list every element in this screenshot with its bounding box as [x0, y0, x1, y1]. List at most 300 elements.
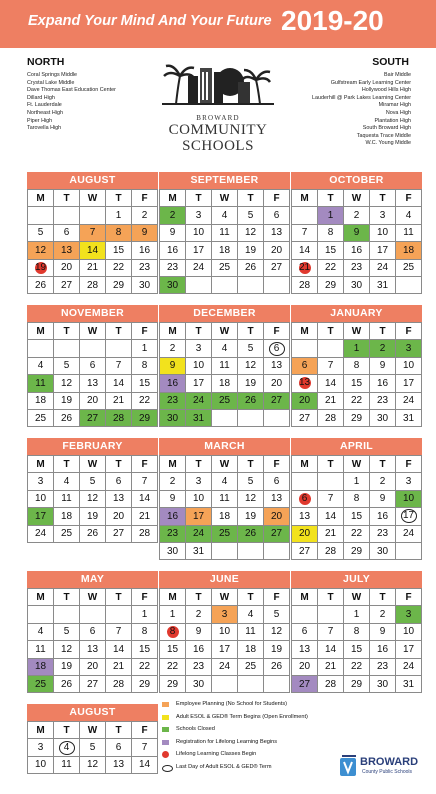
- day-cell: [344, 525, 370, 542]
- day-number: 24: [192, 262, 205, 274]
- day-cell: [160, 490, 186, 507]
- day-cell: [28, 756, 54, 773]
- weekday-header: M: [292, 323, 318, 340]
- day-cell: [80, 756, 106, 773]
- day-number: 4: [37, 626, 44, 638]
- day-cell: [264, 623, 290, 640]
- weekday-header: M: [160, 190, 186, 207]
- day-cell: [318, 392, 344, 409]
- day-number: 18: [60, 510, 73, 522]
- day-cell: [292, 473, 318, 490]
- day-cell: [132, 207, 158, 224]
- day-number: 16: [376, 510, 389, 522]
- day-cell: [186, 392, 212, 409]
- weekday-header: W: [212, 190, 238, 207]
- day-cell: [160, 375, 186, 392]
- day-number: 28: [138, 528, 151, 540]
- weekday-header: M: [292, 589, 318, 606]
- day-cell: [292, 623, 318, 640]
- day-number: 8: [327, 227, 334, 239]
- day-number: 25: [218, 262, 231, 274]
- skyline-palm-icon: [152, 58, 284, 110]
- day-cell: [318, 224, 344, 241]
- day-cell: [186, 276, 212, 293]
- day-cell: [264, 658, 290, 675]
- day-cell: [264, 525, 290, 542]
- day-number: 9: [169, 493, 176, 505]
- weekday-header: M: [28, 323, 54, 340]
- day-number: 18: [402, 244, 415, 256]
- day-cell: [186, 641, 212, 658]
- day-cell: [396, 525, 422, 542]
- day-number: 27: [86, 412, 99, 424]
- day-cell: [264, 276, 290, 293]
- day-cell: [238, 375, 264, 392]
- day-cell: [28, 242, 54, 259]
- day-number: 24: [376, 262, 389, 274]
- day-number: 13: [298, 510, 311, 522]
- weekday-header: W: [80, 589, 106, 606]
- day-number: 20: [112, 510, 125, 522]
- day-cell: [54, 525, 80, 542]
- day-number: 9: [379, 626, 386, 638]
- day-cell: [80, 276, 106, 293]
- legend-label: Lifelong Learning Classes Begin: [176, 751, 257, 757]
- day-number: 17: [34, 510, 47, 522]
- day-cell: [238, 224, 264, 241]
- day-cell: [396, 409, 422, 426]
- day-cell: [370, 276, 396, 293]
- day-cell: [106, 525, 132, 542]
- day-cell: [396, 542, 422, 559]
- day-cell: [318, 259, 344, 276]
- day-number: 2: [195, 609, 202, 621]
- day-number: 1: [115, 210, 122, 222]
- day-number: 27: [112, 528, 125, 540]
- weekday-header: T: [318, 589, 344, 606]
- day-cell: [160, 357, 186, 374]
- day-cell: [106, 340, 132, 357]
- day-cell: [318, 276, 344, 293]
- day-cell: [344, 473, 370, 490]
- day-cell: [54, 259, 80, 276]
- day-number: 14: [138, 493, 151, 505]
- day-cell: [54, 357, 80, 374]
- weekday-header: T: [106, 190, 132, 207]
- day-cell: [132, 259, 158, 276]
- day-cell: [80, 392, 106, 409]
- day-number: 15: [112, 244, 125, 256]
- day-number: 6: [301, 360, 308, 372]
- day-cell: [264, 357, 290, 374]
- day-cell: [54, 606, 80, 623]
- day-number: 19: [86, 510, 99, 522]
- day-number: 6: [269, 342, 285, 356]
- day-number: 13: [112, 759, 125, 771]
- day-number: 2: [141, 210, 148, 222]
- day-cell: [396, 658, 422, 675]
- day-number: 17: [402, 643, 415, 655]
- legend-label: Employee Planning (No School for Students): [176, 701, 288, 707]
- weekday-header: T: [370, 589, 396, 606]
- brand-name: BROWARD: [360, 756, 419, 768]
- day-cell: [318, 606, 344, 623]
- day-number: 15: [138, 377, 151, 389]
- day-number: 5: [247, 476, 254, 488]
- day-number: 23: [138, 262, 151, 274]
- day-cell: [318, 623, 344, 640]
- legend-label: Registration for Lifelong Learning Begins: [176, 738, 278, 745]
- day-cell: [28, 409, 54, 426]
- weekday-header: W: [344, 323, 370, 340]
- school-name: Dillard High: [27, 94, 55, 101]
- day-number: 15: [166, 643, 179, 655]
- day-number: 16: [166, 510, 179, 522]
- day-number: 18: [218, 244, 231, 256]
- day-cell: [264, 340, 290, 357]
- day-cell: [264, 207, 290, 224]
- day-cell: [28, 207, 54, 224]
- weekday-header: T: [54, 589, 80, 606]
- day-cell: [396, 259, 422, 276]
- weekday-header: T: [318, 456, 344, 473]
- day-cell: [132, 658, 158, 675]
- day-number: 10: [402, 626, 415, 638]
- day-number: 14: [298, 244, 311, 256]
- day-number: 2: [353, 210, 360, 222]
- weekday-header: T: [186, 190, 212, 207]
- day-cell: [264, 224, 290, 241]
- day-cell: [212, 259, 238, 276]
- day-number: 14: [138, 759, 151, 771]
- day-cell: [80, 490, 106, 507]
- day-cell: [344, 392, 370, 409]
- weekday-header: F: [132, 722, 158, 739]
- day-number: 30: [376, 412, 389, 424]
- day-number: 2: [169, 343, 176, 355]
- day-cell: [54, 207, 80, 224]
- day-cell: [318, 508, 344, 525]
- header-banner: [0, 0, 436, 48]
- day-cell: [54, 675, 80, 692]
- day-cell: [396, 340, 422, 357]
- weekday-header: W: [344, 190, 370, 207]
- day-number: 27: [270, 395, 283, 407]
- day-number: 20: [86, 661, 99, 673]
- day-number: 19: [244, 377, 257, 389]
- day-number: 3: [405, 609, 412, 621]
- day-cell: [54, 623, 80, 640]
- day-cell: [238, 542, 264, 559]
- day-number: 8: [141, 626, 148, 638]
- day-cell: [238, 276, 264, 293]
- day-cell: [238, 641, 264, 658]
- day-number: 4: [405, 210, 412, 222]
- day-cell: [292, 606, 318, 623]
- day-number: 30: [166, 545, 179, 557]
- school-name: South Broward High: [362, 125, 411, 132]
- day-cell: [160, 658, 186, 675]
- month-title: MARCH: [159, 438, 290, 455]
- day-cell: [238, 357, 264, 374]
- day-number: 8: [353, 626, 360, 638]
- north-title: NORTH: [27, 56, 65, 68]
- day-number: 19: [60, 395, 73, 407]
- month-calendar: [159, 305, 290, 427]
- day-cell: [370, 375, 396, 392]
- day-number: 24: [34, 528, 47, 540]
- day-cell: [106, 392, 132, 409]
- day-cell: [264, 508, 290, 525]
- day-number: 19: [270, 643, 283, 655]
- school-name: Piper High: [27, 117, 53, 124]
- day-cell: [186, 473, 212, 490]
- day-cell: [212, 623, 238, 640]
- day-number: 1: [353, 343, 360, 355]
- day-number: 3: [37, 476, 44, 488]
- day-cell: [396, 207, 422, 224]
- day-number: 14: [324, 510, 337, 522]
- month-title: FEBRUARY: [27, 438, 158, 455]
- day-cell: [186, 340, 212, 357]
- day-number: 2: [379, 343, 386, 355]
- day-number: 31: [402, 412, 415, 424]
- day-number: 30: [376, 545, 389, 557]
- weekday-header: W: [80, 190, 106, 207]
- weekday-header: F: [264, 323, 290, 340]
- purple-swatch-icon: [162, 740, 169, 745]
- day-number: 25: [244, 661, 257, 673]
- school-name: Crystal Lake Middle: [27, 79, 75, 86]
- day-number: 15: [350, 377, 363, 389]
- month-title: DECEMBER: [159, 305, 290, 322]
- day-cell: [186, 658, 212, 675]
- day-number: 27: [298, 545, 311, 557]
- day-number: 5: [63, 626, 70, 638]
- day-cell: [80, 473, 106, 490]
- day-cell: [318, 242, 344, 259]
- month-title: OCTOBER: [291, 172, 422, 189]
- day-cell: [238, 259, 264, 276]
- day-number: 24: [402, 395, 415, 407]
- day-number: 16: [350, 244, 363, 256]
- weekday-header: M: [292, 456, 318, 473]
- day-number: 18: [34, 661, 47, 673]
- logo-broward: BROWARD: [196, 114, 240, 122]
- day-cell: [344, 675, 370, 692]
- day-number: 13: [112, 493, 125, 505]
- day-number: 8: [353, 493, 360, 505]
- day-cell: [106, 739, 132, 756]
- day-cell: [292, 641, 318, 658]
- day-cell: [54, 409, 80, 426]
- day-number: 5: [89, 742, 96, 754]
- weekday-header: T: [238, 589, 264, 606]
- day-cell: [370, 641, 396, 658]
- day-number: 9: [141, 227, 148, 239]
- day-cell: [344, 259, 370, 276]
- day-number: 6: [299, 493, 311, 505]
- day-cell: [344, 276, 370, 293]
- weekday-header: W: [212, 323, 238, 340]
- day-number: 12: [60, 643, 73, 655]
- day-cell: [132, 242, 158, 259]
- day-cell: [132, 756, 158, 773]
- day-number: 28: [324, 412, 337, 424]
- day-cell: [106, 276, 132, 293]
- day-cell: [54, 756, 80, 773]
- day-number: 13: [270, 227, 283, 239]
- month-title: JANUARY: [291, 305, 422, 322]
- day-number: 30: [138, 279, 151, 291]
- month-title: JULY: [291, 571, 422, 588]
- day-number: 16: [376, 643, 389, 655]
- day-cell: [28, 675, 54, 692]
- day-cell: [160, 259, 186, 276]
- day-number: 7: [327, 493, 334, 505]
- day-cell: [54, 508, 80, 525]
- day-number: 13: [298, 643, 311, 655]
- day-number: 30: [166, 412, 179, 424]
- month-calendar: [27, 172, 158, 294]
- day-number: 22: [138, 661, 151, 673]
- day-cell: [186, 490, 212, 507]
- day-number: 23: [376, 395, 389, 407]
- day-number: 22: [324, 262, 337, 274]
- day-number: 11: [219, 227, 230, 239]
- weekday-header: T: [106, 323, 132, 340]
- day-cell: [396, 623, 422, 640]
- day-cell: [28, 259, 54, 276]
- school-name: Hollywood Hills High: [361, 87, 411, 94]
- school-name: Coral Springs Middle: [27, 72, 78, 78]
- broward-community-schools-logo: [152, 58, 284, 158]
- day-number: 23: [350, 262, 363, 274]
- day-number: 22: [350, 528, 363, 540]
- day-cell: [80, 375, 106, 392]
- day-number: 29: [350, 545, 363, 557]
- day-cell: [54, 473, 80, 490]
- weekday-header: T: [186, 323, 212, 340]
- day-number: 21: [324, 528, 337, 540]
- weekday-header: F: [132, 456, 158, 473]
- day-number: 30: [166, 279, 179, 291]
- day-number: 21: [324, 661, 337, 673]
- day-cell: [396, 641, 422, 658]
- day-cell: [318, 641, 344, 658]
- day-number: 4: [37, 360, 44, 372]
- day-cell: [344, 224, 370, 241]
- day-cell: [396, 276, 422, 293]
- day-number: 22: [350, 661, 363, 673]
- day-number: 19: [244, 510, 257, 522]
- day-cell: [292, 340, 318, 357]
- weekday-header: W: [344, 589, 370, 606]
- day-cell: [106, 375, 132, 392]
- day-number: 9: [195, 626, 202, 638]
- day-cell: [212, 392, 238, 409]
- day-number: 21: [138, 510, 151, 522]
- day-number: 31: [192, 545, 205, 557]
- day-cell: [292, 525, 318, 542]
- day-number: 13: [86, 377, 99, 389]
- day-number: 23: [376, 661, 389, 673]
- day-number: 12: [86, 759, 99, 771]
- day-number: 24: [218, 661, 231, 673]
- day-cell: [344, 242, 370, 259]
- day-cell: [160, 224, 186, 241]
- day-number: 9: [169, 227, 176, 239]
- day-cell: [396, 508, 422, 525]
- day-cell: [238, 508, 264, 525]
- day-cell: [106, 675, 132, 692]
- day-cell: [212, 207, 238, 224]
- day-cell: [264, 473, 290, 490]
- day-cell: [28, 658, 54, 675]
- day-cell: [238, 392, 264, 409]
- day-number: 26: [60, 678, 73, 690]
- day-cell: [160, 276, 186, 293]
- month-calendar: [27, 571, 158, 693]
- day-number: 3: [379, 210, 386, 222]
- south-school-list: [312, 72, 411, 148]
- day-number: 17: [218, 643, 231, 655]
- weekday-header: T: [370, 190, 396, 207]
- day-number: 6: [89, 360, 96, 372]
- weekday-header: T: [370, 456, 396, 473]
- day-cell: [80, 623, 106, 640]
- day-cell: [264, 409, 290, 426]
- day-number: 29: [324, 279, 337, 291]
- day-cell: [54, 224, 80, 241]
- day-number: 31: [192, 412, 205, 424]
- school-name: Ft. Lauderdale: [27, 102, 62, 109]
- day-cell: [318, 675, 344, 692]
- legend-label: Last Day of Adult ESOL & GED® Term: [176, 763, 272, 770]
- day-cell: [264, 242, 290, 259]
- day-number: 27: [270, 262, 283, 274]
- day-number: 30: [192, 678, 205, 690]
- day-number: 17: [402, 377, 415, 389]
- day-number: 19: [244, 244, 257, 256]
- day-number: 11: [219, 493, 230, 505]
- day-cell: [186, 525, 212, 542]
- weekday-header: F: [396, 190, 422, 207]
- day-cell: [212, 606, 238, 623]
- day-number: 8: [141, 360, 148, 372]
- day-cell: [132, 525, 158, 542]
- day-number: 29: [166, 678, 179, 690]
- day-number: 24: [402, 528, 415, 540]
- day-number: 10: [34, 493, 47, 505]
- day-cell: [132, 641, 158, 658]
- day-number: 29: [112, 279, 125, 291]
- school-name: Nova High: [385, 109, 411, 116]
- day-number: 5: [89, 476, 96, 488]
- day-number: 30: [376, 678, 389, 690]
- day-cell: [106, 224, 132, 241]
- day-number: 13: [298, 377, 311, 389]
- day-number: 1: [327, 210, 334, 222]
- day-cell: [396, 473, 422, 490]
- day-number: 9: [353, 227, 360, 239]
- weekday-header: F: [396, 323, 422, 340]
- day-cell: [238, 242, 264, 259]
- day-cell: [28, 357, 54, 374]
- day-cell: [318, 340, 344, 357]
- day-cell: [80, 357, 106, 374]
- day-cell: [292, 242, 318, 259]
